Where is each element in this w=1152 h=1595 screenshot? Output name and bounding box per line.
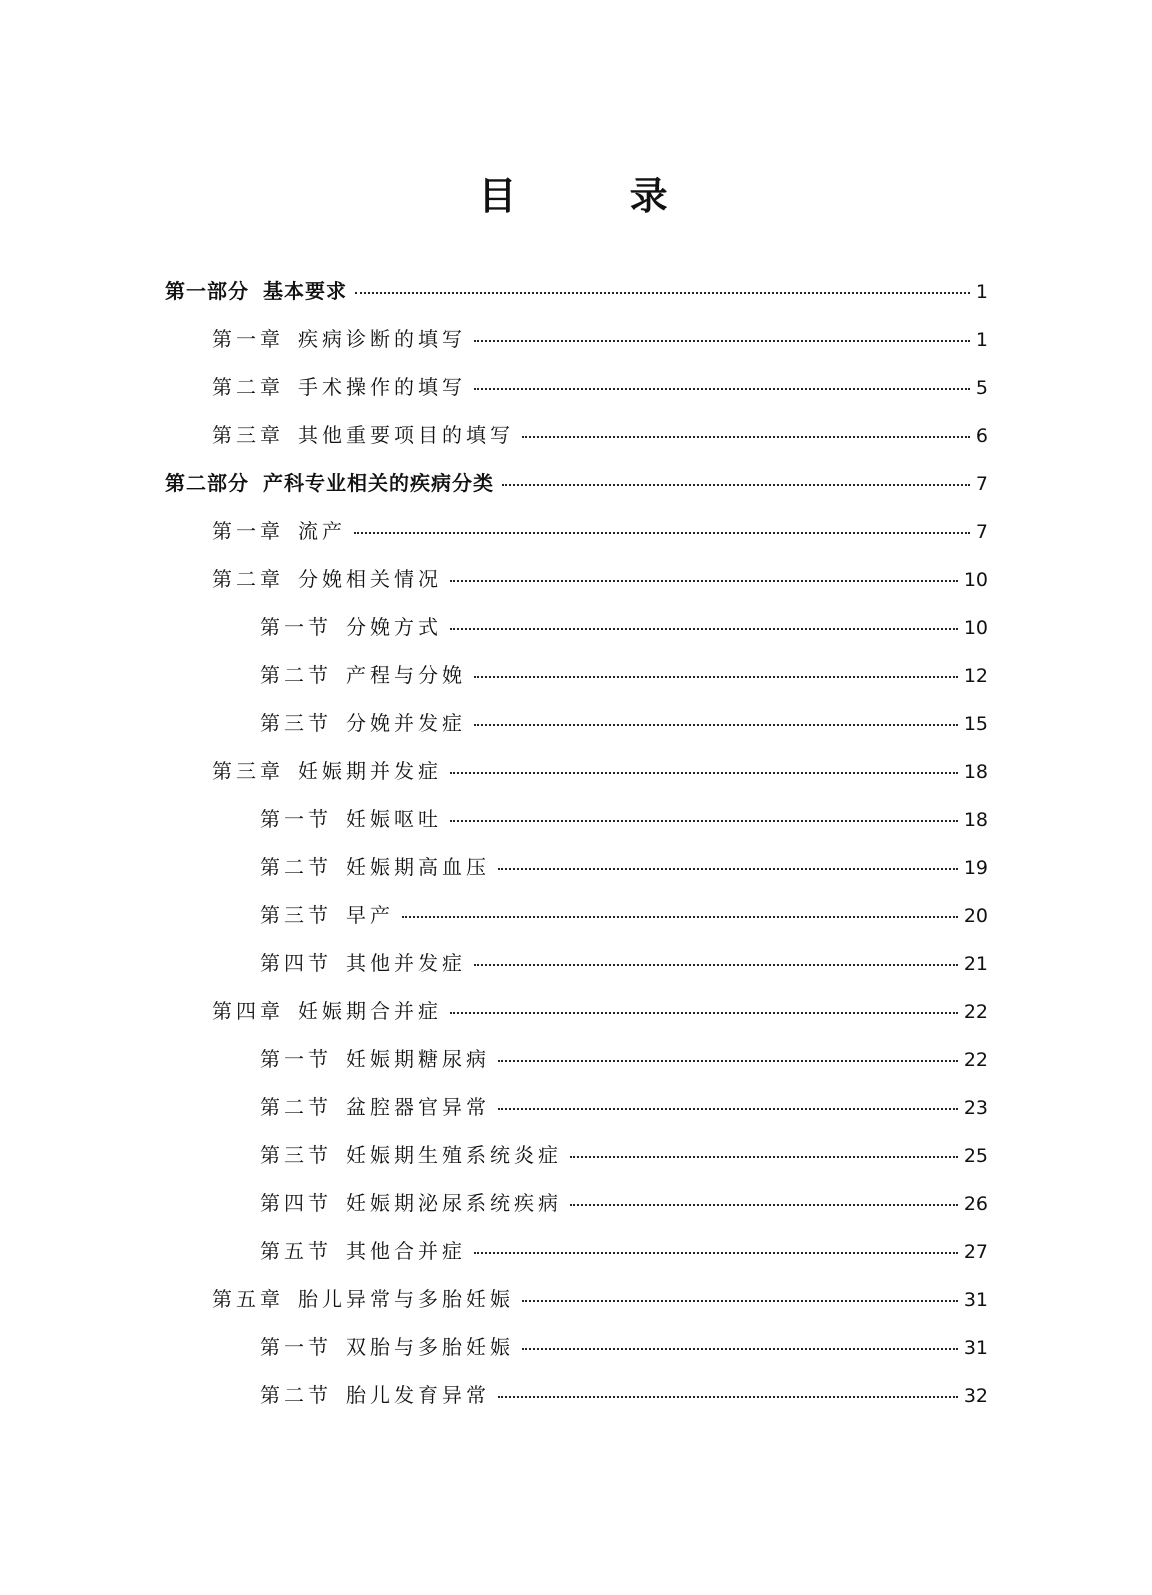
- toc-entry-number: 第一节: [260, 1335, 332, 1359]
- toc-entry-title: 胎儿发育异常: [346, 1383, 490, 1407]
- toc-entry-title: 妊娠呕吐: [346, 807, 442, 831]
- dot-leader: [498, 868, 958, 870]
- toc-entry[interactable]: [260, 612, 988, 642]
- toc-entry-page-number: 21: [963, 953, 988, 975]
- toc-entry-number: 第二部分: [165, 471, 249, 495]
- toc-entry-page-number: 18: [963, 809, 988, 831]
- toc-entry-page-number: 10: [963, 617, 988, 639]
- toc-entry[interactable]: [260, 660, 988, 690]
- dot-leader: [474, 676, 958, 678]
- toc-entry-number: 第一节: [260, 615, 332, 639]
- toc-entry-number: 第二章: [212, 375, 284, 399]
- toc-entry[interactable]: [260, 1140, 988, 1170]
- toc-entry-number: 第三节: [260, 1143, 332, 1167]
- toc-entry-page-number: 1: [975, 329, 988, 351]
- dot-leader: [522, 1348, 958, 1350]
- toc-entry-number: 第二章: [212, 567, 284, 591]
- toc-entry-title: 妊娠期并发症: [298, 759, 442, 783]
- toc-entry[interactable]: [260, 900, 988, 930]
- dot-leader: [502, 484, 970, 486]
- toc-entry-title: 疾病诊断的填写: [298, 327, 466, 351]
- dot-leader: [450, 628, 958, 630]
- toc-entry[interactable]: [212, 420, 988, 450]
- toc-entry-page-number: 1: [975, 281, 988, 303]
- toc-entry-page-number: 31: [963, 1337, 988, 1359]
- toc-entry[interactable]: [212, 516, 988, 546]
- dot-leader: [522, 436, 970, 438]
- toc-entry[interactable]: [260, 1332, 988, 1362]
- toc-entry-title: 产科专业相关的疾病分类: [263, 471, 494, 495]
- toc-entry-number: 第一节: [260, 1047, 332, 1071]
- toc-entry-title: 早产: [346, 903, 394, 927]
- dot-leader: [498, 1060, 958, 1062]
- toc-entry-page-number: 27: [963, 1241, 988, 1263]
- toc-entry-number: 第四节: [260, 951, 332, 975]
- toc-entry-page-number: 6: [975, 425, 988, 447]
- toc-entry[interactable]: [260, 708, 988, 738]
- toc-entry-title: 分娩并发症: [346, 711, 466, 735]
- toc-entry[interactable]: [212, 324, 988, 354]
- dot-leader: [450, 580, 958, 582]
- dot-leader: [474, 340, 970, 342]
- toc-entry-number: 第三章: [212, 423, 284, 447]
- toc-entry-title: 妊娠期泌尿系统疾病: [346, 1191, 562, 1215]
- dot-leader: [570, 1156, 958, 1158]
- toc-entry-title: 流产: [298, 519, 346, 543]
- toc-entry-number: 第二节: [260, 663, 332, 687]
- dot-leader: [522, 1300, 958, 1302]
- toc-entry-page-number: 7: [975, 521, 988, 543]
- page-title: 目 录: [478, 174, 718, 219]
- toc-entry-number: 第一章: [212, 327, 284, 351]
- toc-entry[interactable]: [212, 564, 988, 594]
- toc-entry[interactable]: [260, 804, 988, 834]
- dot-leader: [355, 292, 970, 294]
- toc-entry-number: 第二节: [260, 855, 332, 879]
- toc-entry-page-number: 12: [963, 665, 988, 687]
- toc-entry-number: 第五章: [212, 1287, 284, 1311]
- toc-entry-number: 第一部分: [165, 279, 249, 303]
- dot-leader: [474, 388, 970, 390]
- toc-entry-page-number: 19: [963, 857, 988, 879]
- toc-entry-page-number: 23: [963, 1097, 988, 1119]
- toc-entry-title: 其他合并症: [346, 1239, 466, 1263]
- toc-entry[interactable]: [260, 852, 988, 882]
- toc-entry-title: 双胎与多胎妊娠: [346, 1335, 514, 1359]
- toc-entry-title: 妊娠期合并症: [298, 999, 442, 1023]
- toc-entry-title: 胎儿异常与多胎妊娠: [298, 1287, 514, 1311]
- dot-leader: [498, 1108, 958, 1110]
- toc-entry[interactable]: [165, 468, 988, 498]
- dot-leader: [570, 1204, 958, 1206]
- dot-leader: [474, 964, 958, 966]
- toc-entry[interactable]: [260, 1236, 988, 1266]
- toc-entry-title: 手术操作的填写: [298, 375, 466, 399]
- toc-entry[interactable]: [212, 996, 988, 1026]
- toc-entry-number: 第四章: [212, 999, 284, 1023]
- toc-entry-title: 其他重要项目的填写: [298, 423, 514, 447]
- toc-entry[interactable]: [212, 1284, 988, 1314]
- toc-entry[interactable]: [165, 276, 988, 306]
- dot-leader: [450, 1012, 958, 1014]
- toc-entry-title: 基本要求: [263, 279, 347, 303]
- toc-entry-page-number: 15: [963, 713, 988, 735]
- toc-entry-title: 分娩方式: [346, 615, 442, 639]
- toc-entry[interactable]: [260, 1188, 988, 1218]
- toc-entry-title: 盆腔器官异常: [346, 1095, 490, 1119]
- toc-entry-title: 妊娠期高血压: [346, 855, 490, 879]
- dot-leader: [474, 724, 958, 726]
- toc-entry-page-number: 31: [963, 1289, 988, 1311]
- toc-entry-page-number: 25: [963, 1145, 988, 1167]
- dot-leader: [450, 820, 958, 822]
- toc-entry-title: 产程与分娩: [346, 663, 466, 687]
- toc-entry-number: 第一节: [260, 807, 332, 831]
- toc-entry[interactable]: [260, 1380, 988, 1410]
- toc-entry[interactable]: [260, 1044, 988, 1074]
- toc-entry-title: 分娩相关情况: [298, 567, 442, 591]
- toc-entry-number: 第二节: [260, 1095, 332, 1119]
- toc-entry-title: 妊娠期糖尿病: [346, 1047, 490, 1071]
- dot-leader: [402, 916, 958, 918]
- toc-entry-page-number: 32: [963, 1385, 988, 1407]
- toc-entry[interactable]: [212, 372, 988, 402]
- toc-entry-number: 第二节: [260, 1383, 332, 1407]
- dot-leader: [474, 1252, 958, 1254]
- toc-entry-number: 第四节: [260, 1191, 332, 1215]
- toc-entry-page-number: 10: [963, 569, 988, 591]
- dot-leader: [498, 1396, 958, 1398]
- toc-entry-number: 第三章: [212, 759, 284, 783]
- toc-entry[interactable]: [260, 1092, 988, 1122]
- toc-entry[interactable]: [212, 756, 988, 786]
- toc-entry-page-number: 5: [975, 377, 988, 399]
- toc-entry-page-number: 22: [963, 1001, 988, 1023]
- toc-entry-page-number: 22: [963, 1049, 988, 1071]
- toc-entry-number: 第五节: [260, 1239, 332, 1263]
- toc-entry-number: 第三节: [260, 903, 332, 927]
- toc-entry-title: 妊娠期生殖系统炎症: [346, 1143, 562, 1167]
- dot-leader: [450, 772, 958, 774]
- toc-entry-page-number: 7: [975, 473, 988, 495]
- toc-entry[interactable]: [260, 948, 988, 978]
- toc-entry-number: 第三节: [260, 711, 332, 735]
- dot-leader: [354, 532, 970, 534]
- toc-entry-page-number: 20: [963, 905, 988, 927]
- toc-entry-page-number: 18: [963, 761, 988, 783]
- toc-entry-page-number: 26: [963, 1193, 988, 1215]
- toc-entry-number: 第一章: [212, 519, 284, 543]
- toc-entry-title: 其他并发症: [346, 951, 466, 975]
